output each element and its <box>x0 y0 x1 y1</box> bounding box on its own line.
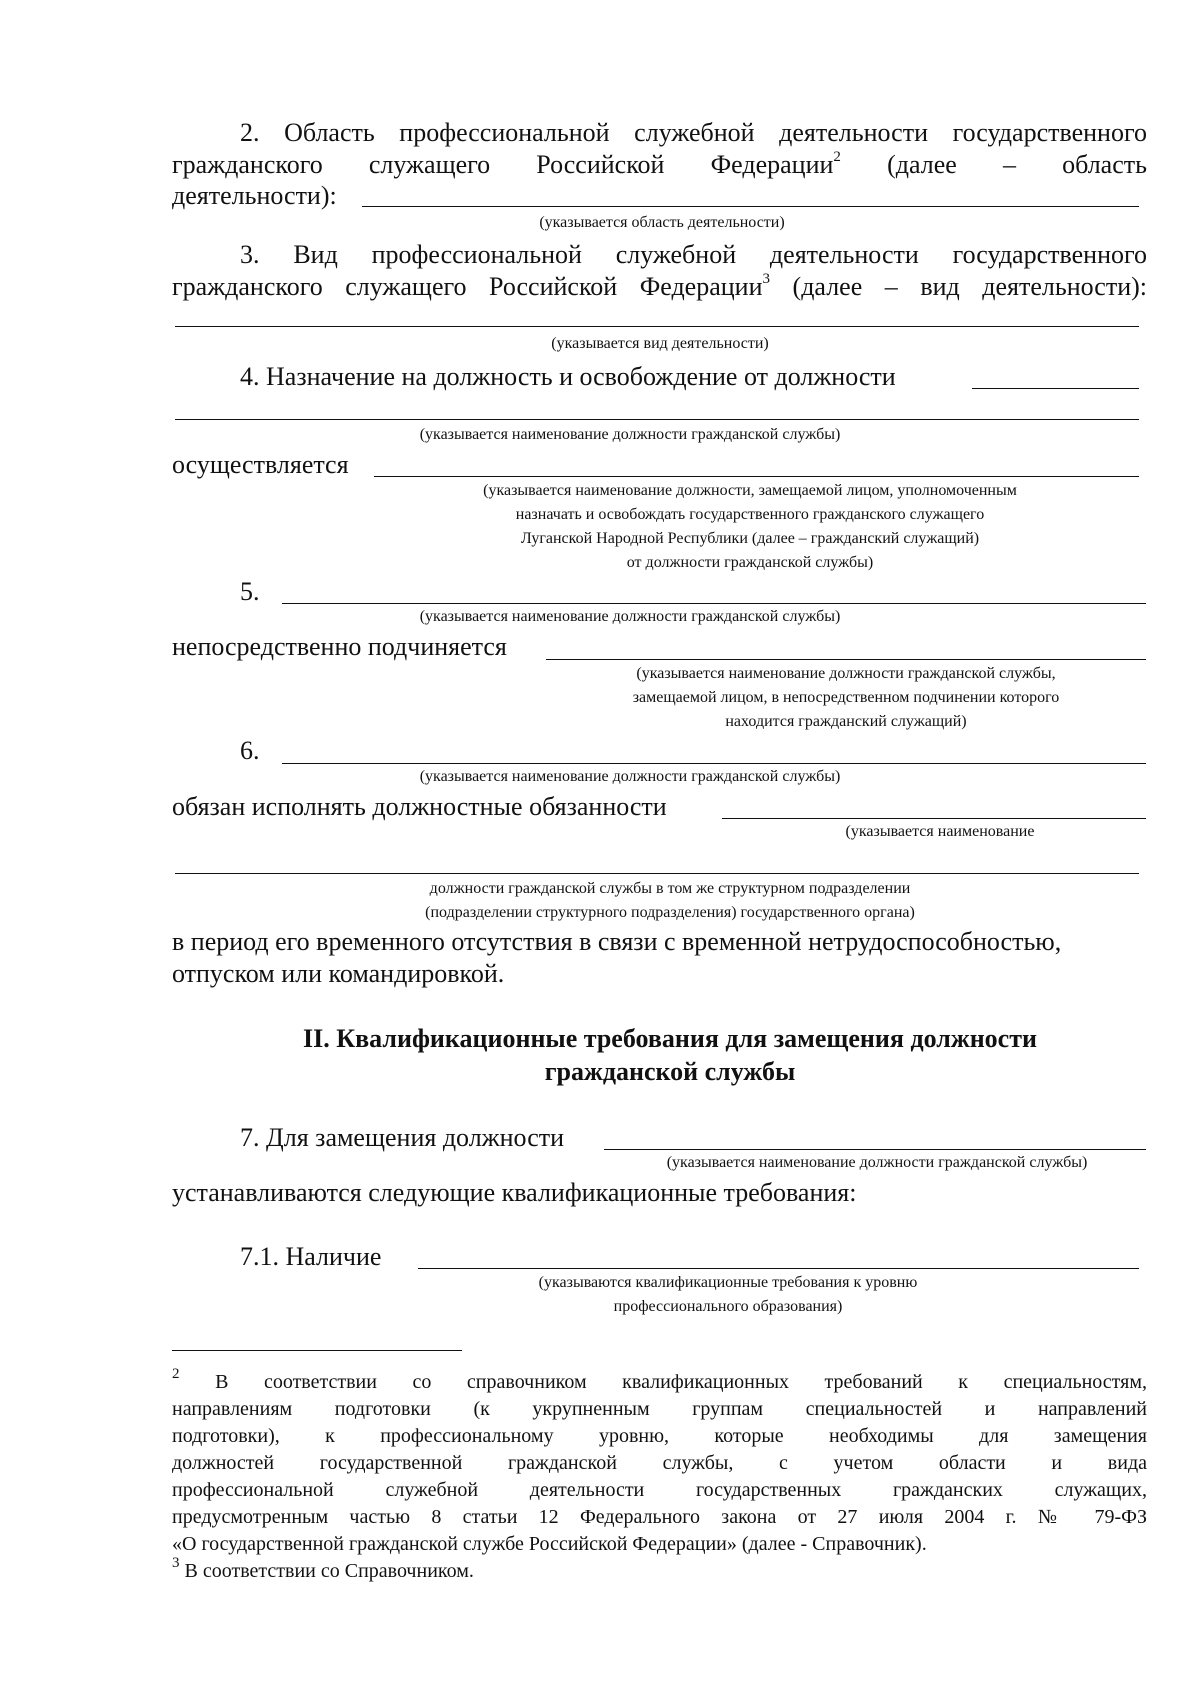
p5-line-2: непосредственно подчиняется <box>172 632 507 661</box>
p4-fill-line-2 <box>374 476 1139 477</box>
footnote-ref-3: 3 <box>762 271 770 288</box>
footnote-3 <box>172 1555 1147 1585</box>
p5-caption-2-line-3: находится гражданский служащий) <box>725 713 967 730</box>
p4-caption: (указывается наименование должности гражданской службы) <box>419 426 841 443</box>
p3-fill-line <box>175 326 1139 327</box>
p4-caption-2-line-3: Луганской Народной Республики (далее – гражданский служащий) <box>520 530 980 547</box>
footnote-ref-2: 2 <box>833 149 841 166</box>
section-2-title-line-2: гражданской службы <box>544 1057 796 1086</box>
p3-caption: (указывается вид деятельности) <box>551 335 769 352</box>
p3-line-1: 3. Вид профессиональной служебной деятельности государственного <box>240 240 1147 269</box>
p6-caption-2: (указывается наименование <box>845 823 1035 840</box>
p4-caption-2-line-4: от должности гражданской службы) <box>626 554 874 571</box>
section-2-title-line-1: II. Квалификационные требования для замещения должности <box>303 1024 1037 1053</box>
p4-fill-line <box>175 419 1139 420</box>
p4-fill-line-short <box>972 388 1139 389</box>
p3-line-2 <box>172 271 1147 302</box>
footnote-2-line-1-text: В соответствии со справочником квалификационных требований к специальностям, <box>215 1371 1147 1393</box>
footnote-2-line-3: подготовки), к профессиональному уровню, которые необходимы для замещения <box>172 1425 1147 1447</box>
p2-fill-line <box>362 206 1139 207</box>
footnote-2 <box>172 1366 1147 1585</box>
p2-line-2-tail: (далее – область <box>887 150 1147 179</box>
footnote-2-line-5: профессиональной служебной деятельности государственных гражданских служащих, <box>172 1479 1147 1501</box>
p71-fill-line <box>418 1268 1139 1269</box>
footnote-2-line-2: направлениям подготовки (к укрупненным группам специальностей и направлений <box>172 1398 1147 1420</box>
footnote-3-text: В соответствии со Справочником. <box>184 1560 474 1582</box>
p3-line-2-text: гражданского служащего Российской Федерации <box>172 272 763 301</box>
p2-line-1: 2. Область профессиональной служебной деятельности государственного <box>240 118 1147 147</box>
footnote-2-mark: 2 <box>172 1366 180 1383</box>
p6-line-3: в период его временного отсутствия в связи с временной нетрудоспособностью, <box>172 927 1062 956</box>
p6-number: 6. <box>240 736 260 765</box>
footnote-2-line-6: предусмотренным частью 8 статьи 12 Федерального закона от 27 июля 2004 г. № 79-ФЗ <box>172 1506 1147 1528</box>
footnote-2-line-1 <box>172 1366 1147 1396</box>
p6-caption-3-line-1: должности гражданской службы в том же структурном подразделении <box>429 880 911 897</box>
footnote-separator <box>172 1350 462 1351</box>
p6-line-2: обязан исполнять должностные обязанности <box>172 792 667 821</box>
p3-line-2-tail: (далее – вид деятельности): <box>792 272 1147 301</box>
p7-caption: (указывается наименование должности гражданской службы) <box>666 1154 1088 1171</box>
p5-caption-2-line-1: (указывается наименование должности гражданской службы, <box>636 665 1056 682</box>
p7-line-2: устанавливаются следующие квалификационные требования: <box>172 1178 857 1207</box>
p4-caption-2-line-1: (указывается наименование должности, замещаемой лицом, уполномоченным <box>483 482 1017 499</box>
p6-fill-line-3 <box>175 873 1139 874</box>
p6-fill-line-2 <box>722 818 1146 819</box>
p5-fill-line <box>282 603 1146 604</box>
p6-line-4: отпуском или командировкой. <box>172 959 505 988</box>
p7-line-1: 7. Для замещения должности <box>240 1123 565 1152</box>
p6-caption-3-line-2: (подразделении структурного подразделения) государственного органа) <box>425 904 915 921</box>
p2-line-3: деятельности): <box>172 181 337 210</box>
footnote-2-line-4: должностей государственной гражданской службы, с учетом области и вида <box>172 1452 1147 1474</box>
p2-line-2 <box>172 149 1147 180</box>
p5-caption-2-line-2: замещаемой лицом, в непосредственном подчинении которого <box>632 689 1060 706</box>
p71-line-1: 7.1. Наличие <box>240 1242 382 1271</box>
p4-caption-2-line-2: назначать и освобождать государственного гражданского служащего <box>515 506 985 523</box>
p2-caption: (указывается область деятельности) <box>539 214 785 231</box>
footnote-2-line-7: «О государственной гражданской службе Российской Федерации» (далее - Справочник). <box>172 1533 927 1555</box>
p7-fill-line <box>604 1149 1146 1150</box>
footnote-3-mark: 3 <box>172 1555 180 1572</box>
p2-line-2-text: гражданского служащего Российской Федерации <box>172 150 834 179</box>
p6-caption: (указывается наименование должности гражданской службы) <box>419 768 841 785</box>
p71-caption-line-1: (указываются квалификационные требования к уровню <box>538 1274 918 1291</box>
p71-caption-line-2: профессионального образования) <box>613 1298 843 1315</box>
p5-number: 5. <box>240 577 260 606</box>
p5-fill-line-2 <box>546 659 1146 660</box>
p4-line-1: 4. Назначение на должность и освобождение от должности <box>240 362 896 391</box>
p6-fill-line <box>282 763 1146 764</box>
p4-line-2: осуществляется <box>172 450 349 479</box>
p5-caption: (указывается наименование должности гражданской службы) <box>419 608 841 625</box>
